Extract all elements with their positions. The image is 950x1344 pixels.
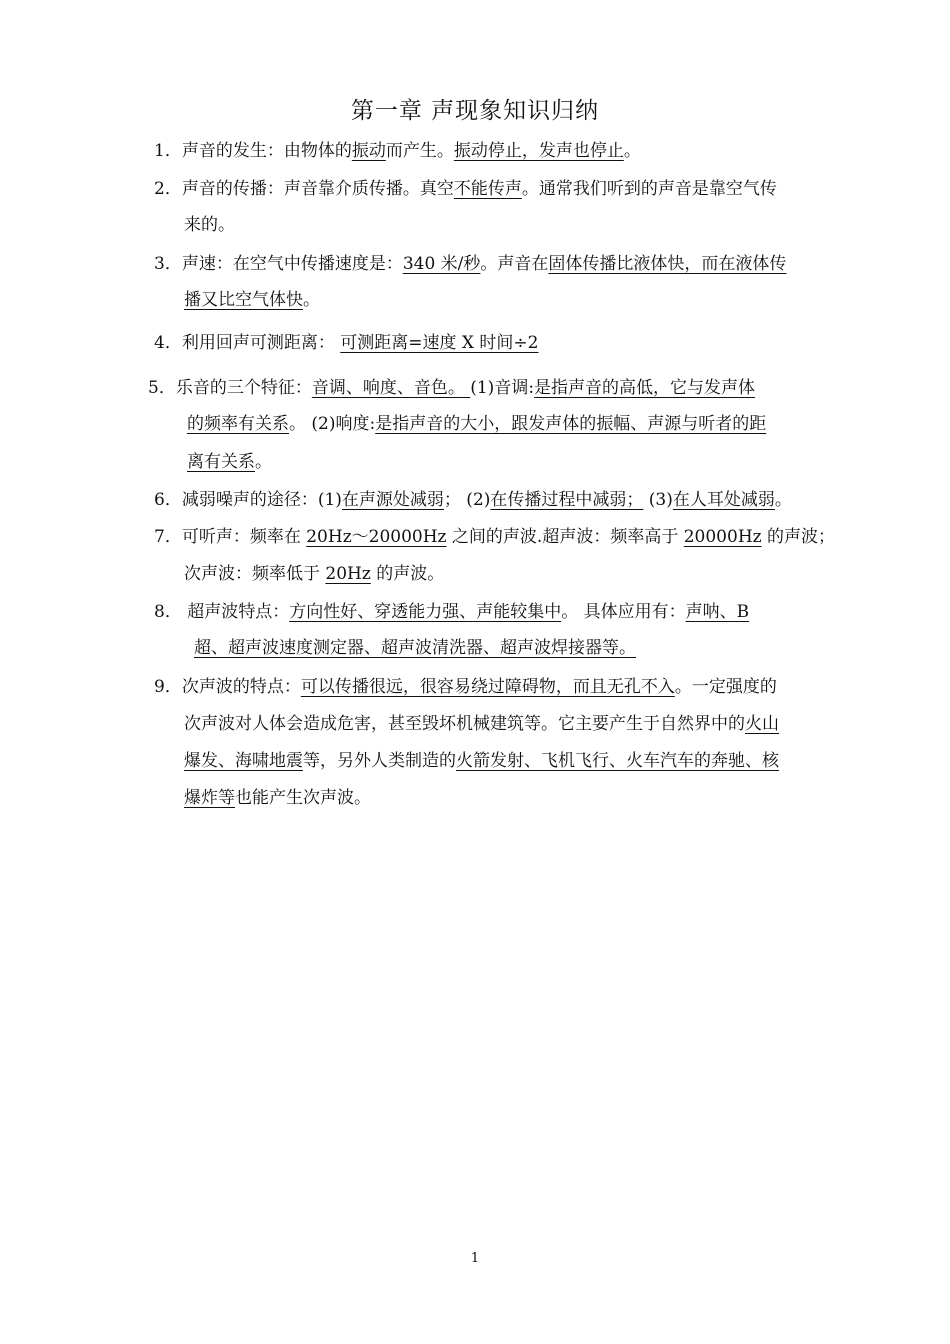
- text-line: [154, 178, 777, 200]
- underlined-key-phrase: 在传播过程中减弱；: [490, 490, 644, 510]
- underlined-key-phrase: 火箭发射、飞机飞行、火车汽车的奔驰、核: [456, 751, 779, 771]
- text-segment: 7．可听声：频率在: [154, 527, 307, 547]
- text-segment: 而产生。: [385, 141, 454, 161]
- text-segment: 来的。: [184, 215, 235, 235]
- text-line: [154, 676, 777, 698]
- text-line: [154, 601, 749, 623]
- text-segment: (3): [643, 490, 673, 510]
- underlined-key-phrase: 离有关系: [187, 452, 255, 472]
- underlined-key-phrase: 音调、响度、音色。: [311, 378, 471, 398]
- underlined-key-phrase: 340 米/秒: [402, 254, 481, 274]
- text-line: [184, 750, 779, 772]
- underlined-key-phrase: 爆炸等: [184, 788, 235, 808]
- text-segment: 次声波对人体会造成危害，甚至毁坏机械建筑等。它主要产生于自然界中的: [184, 714, 745, 734]
- page-number: 1: [470, 1251, 480, 1266]
- text-segment: 次声波：频率低于: [184, 564, 326, 584]
- text-segment: 4．利用回声可测距离：: [154, 333, 341, 353]
- text-segment: 。: [774, 490, 792, 510]
- underlined-key-phrase: 播又比空气体快: [184, 290, 303, 310]
- text-line: [184, 713, 779, 735]
- underlined-key-phrase: 在声源处减弱: [341, 490, 444, 510]
- text-line: [184, 563, 444, 585]
- text-line: [184, 214, 235, 236]
- page-title: 第一章 声现象知识归纳: [350, 98, 600, 124]
- text-line: [148, 377, 755, 399]
- text-line: [154, 140, 641, 162]
- underlined-key-phrase: 火山: [745, 714, 779, 734]
- text-line: [154, 332, 538, 354]
- text-segment: 之间的声波.超声波：频率高于: [446, 527, 684, 547]
- underlined-key-phrase: 爆发、海啸地震: [184, 751, 303, 771]
- underlined-key-phrase: 固体传播比液体快，而在液体传: [548, 254, 787, 274]
- text-segment: 8． 超声波特点：: [154, 602, 290, 622]
- underlined-key-phrase: 声呐、B: [685, 602, 750, 622]
- text-segment: 的声波；: [761, 527, 836, 547]
- underlined-key-phrase: 的频率有关系: [187, 414, 289, 434]
- text-segment: 。一定强度的: [674, 677, 777, 697]
- text-segment: (1)音调:: [470, 378, 535, 398]
- underlined-key-phrase: 振动停止，发声也停止: [453, 141, 624, 161]
- text-line: [154, 489, 792, 511]
- text-segment: 5．乐音的三个特征：: [148, 378, 312, 398]
- underlined-key-phrase: 超、超声波速度测定器、超声波清洗器、超声波焊接器等。: [194, 638, 636, 658]
- text-segment: 。声音在: [480, 254, 549, 274]
- text-segment: 的声波。: [370, 564, 445, 584]
- text-line: [187, 451, 272, 473]
- text-line: [194, 637, 636, 659]
- text-segment: 。: [255, 452, 272, 472]
- text-segment: 。: [623, 141, 641, 161]
- underlined-key-phrase: 方向性好、穿透能力强、声能较集中: [289, 602, 562, 622]
- text-segment: 也能产生次声波。: [235, 788, 371, 808]
- text-segment: 3．声速：在空气中传播速度是：: [154, 254, 403, 274]
- text-segment: 。通常我们听到的声音是靠空气传: [521, 179, 777, 199]
- text-segment: 。 (2)响度:: [289, 414, 376, 434]
- underlined-key-phrase: 可以传播很远，很容易绕过障碍物，而且无孔不入: [300, 677, 675, 697]
- text-line: [154, 253, 786, 275]
- text-segment: 2．声音的传播：声音靠介质传播。真空: [154, 179, 454, 199]
- underlined-key-phrase: 可测距离=速度 X 时间÷2: [340, 333, 539, 353]
- underlined-key-phrase: 在人耳处减弱: [672, 490, 775, 510]
- underlined-key-phrase: 振动: [351, 141, 386, 161]
- underlined-key-phrase: 20000Hz: [683, 527, 762, 547]
- underlined-key-phrase: 20Hz～20000Hz: [306, 527, 447, 547]
- text-line: [187, 413, 766, 435]
- text-segment: ； (2): [443, 490, 491, 510]
- underlined-key-phrase: 不能传声: [453, 179, 522, 199]
- underlined-key-phrase: 是指声音的高低，它与发声体: [534, 378, 756, 398]
- text-line: [184, 787, 371, 809]
- text-line: [184, 289, 320, 311]
- text-line: [154, 526, 835, 548]
- underlined-key-phrase: 20Hz: [325, 564, 371, 584]
- text-segment: 9．次声波的特点：: [154, 677, 301, 697]
- text-segment: 。: [303, 290, 320, 310]
- underlined-key-phrase: 是指声音的大小，跟发声体的振幅、声源与听者的距: [375, 414, 767, 434]
- text-segment: 1．声音的发生：由物体的: [154, 141, 352, 161]
- text-segment: 。 具体应用有：: [561, 602, 686, 622]
- text-segment: 6．减弱噪声的途径：(1): [154, 490, 342, 510]
- text-segment: 等，另外人类制造的: [303, 751, 456, 771]
